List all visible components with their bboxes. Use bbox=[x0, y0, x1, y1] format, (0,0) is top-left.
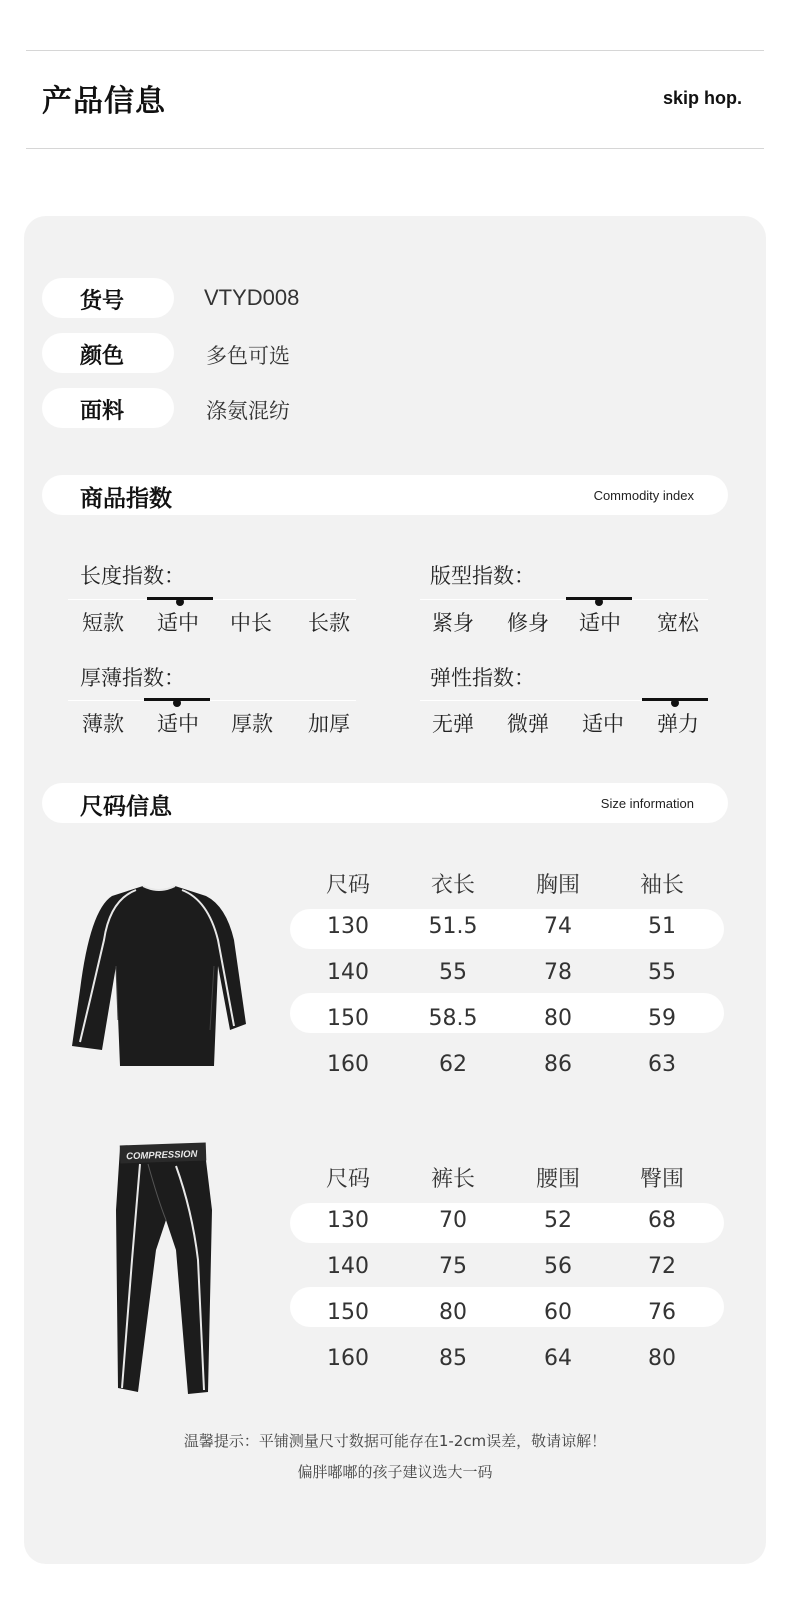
length-index-dot bbox=[176, 598, 184, 606]
field-value-sku: VTYD008 bbox=[204, 285, 300, 310]
size-info-subtitle: Size information bbox=[600, 796, 694, 811]
field-label-fabric: 面料 bbox=[80, 399, 125, 424]
length-option-long: 长款 bbox=[308, 611, 350, 635]
bottom-table-cell: 64 bbox=[544, 1346, 572, 1371]
bottom-table-cell: 85 bbox=[439, 1346, 467, 1371]
size-info-title: 尺码信息 bbox=[80, 794, 172, 820]
top-table-header: 胸围 bbox=[535, 873, 580, 898]
elasticity-option-slight: 微弹 bbox=[507, 712, 549, 736]
top-table-cell: 130 bbox=[327, 914, 369, 939]
elasticity-option-medium: 适中 bbox=[582, 712, 624, 736]
top-divider bbox=[26, 50, 764, 51]
waistband-text: COMPRESSION bbox=[125, 1148, 198, 1163]
top-table-cell: 150 bbox=[327, 1006, 369, 1031]
thickness-option-extra-thick: 加厚 bbox=[308, 712, 350, 736]
page-title: 产品信息 bbox=[42, 84, 166, 119]
length-index-title: 长度指数： bbox=[80, 564, 185, 588]
size-recommendation-note: 偏胖嘟嘟的孩子建议选大一码 bbox=[297, 1463, 493, 1481]
bottom-table-cell: 52 bbox=[544, 1208, 572, 1233]
elasticity-index-title: 弹性指数： bbox=[430, 666, 535, 690]
elasticity-option-stretch: 弹力 bbox=[657, 712, 699, 736]
bottom-table-header: 裤长 bbox=[430, 1167, 475, 1192]
top-table-cell: 63 bbox=[648, 1052, 676, 1077]
field-value-color: 多色可选 bbox=[206, 344, 290, 368]
thickness-index-title: 厚薄指数： bbox=[80, 666, 185, 690]
field-value-fabric: 涤氨混纺 bbox=[206, 399, 290, 423]
bottom-table-cell: 68 bbox=[648, 1208, 676, 1233]
bottom-table-cell: 70 bbox=[439, 1208, 467, 1233]
bottom-table-cell: 72 bbox=[648, 1254, 676, 1279]
bottom-table-cell: 160 bbox=[327, 1346, 369, 1371]
fit-index-title: 版型指数： bbox=[430, 564, 535, 588]
bottom-table-header: 腰围 bbox=[535, 1167, 580, 1192]
length-option-mid-long: 中长 bbox=[230, 611, 272, 635]
top-table-cell: 140 bbox=[327, 960, 369, 985]
size-info-header bbox=[42, 783, 728, 823]
fit-option-regular: 适中 bbox=[579, 611, 621, 635]
bottom-table-cell: 130 bbox=[327, 1208, 369, 1233]
bottom-table-cell: 75 bbox=[439, 1254, 467, 1279]
top-table-cell: 55 bbox=[439, 960, 467, 985]
bottom-table-cell: 56 bbox=[544, 1254, 572, 1279]
compression-pants-image bbox=[112, 1140, 212, 1396]
header-divider bbox=[26, 148, 764, 149]
fit-option-tight: 紧身 bbox=[432, 611, 474, 635]
field-pill-sku bbox=[42, 278, 174, 318]
top-table-cell: 55 bbox=[648, 960, 676, 985]
length-option-medium: 适中 bbox=[157, 611, 199, 635]
thickness-option-thick: 厚款 bbox=[231, 712, 273, 736]
top-table-cell: 58.5 bbox=[428, 1006, 478, 1031]
bottom-table-cell: 150 bbox=[327, 1300, 369, 1325]
fit-option-loose: 宽松 bbox=[657, 611, 699, 635]
top-table-header: 袖长 bbox=[639, 873, 684, 898]
field-pill-fabric bbox=[42, 388, 174, 428]
top-table-cell: 80 bbox=[544, 1006, 572, 1031]
length-option-short: 短款 bbox=[82, 611, 124, 635]
thickness-option-medium: 适中 bbox=[157, 712, 199, 736]
bottom-table-header: 尺码 bbox=[325, 1167, 370, 1192]
top-table-cell: 74 bbox=[544, 914, 572, 939]
field-label-color: 颜色 bbox=[80, 344, 125, 369]
top-table-cell: 51 bbox=[648, 914, 676, 939]
bottom-table-cell: 140 bbox=[327, 1254, 369, 1279]
bottom-table-cell: 76 bbox=[648, 1300, 676, 1325]
thickness-index-dot bbox=[173, 699, 181, 707]
bottom-table-cell: 80 bbox=[439, 1300, 467, 1325]
commodity-index-title: 商品指数 bbox=[80, 486, 172, 512]
thickness-index-track bbox=[68, 700, 356, 701]
field-pill-color bbox=[42, 333, 174, 373]
commodity-index-header bbox=[42, 475, 728, 515]
top-table-cell: 86 bbox=[544, 1052, 572, 1077]
top-table-cell: 160 bbox=[327, 1052, 369, 1077]
thickness-option-thin: 薄款 bbox=[82, 712, 124, 736]
bottom-table-cell: 80 bbox=[648, 1346, 676, 1371]
elasticity-index-dot bbox=[671, 699, 679, 707]
top-table-cell: 59 bbox=[648, 1006, 676, 1031]
top-table-cell: 51.5 bbox=[428, 914, 478, 939]
top-table-cell: 78 bbox=[544, 960, 572, 985]
top-table-header: 衣长 bbox=[430, 873, 475, 898]
bottom-table-header: 臀围 bbox=[639, 1167, 684, 1192]
top-table-cell: 62 bbox=[439, 1052, 467, 1077]
field-label-sku: 货号 bbox=[80, 289, 125, 314]
brand-logo: skip hop. bbox=[662, 88, 742, 108]
long-sleeve-top-image bbox=[68, 880, 250, 1070]
measurement-note: 温馨提示：平铺测量尺寸数据可能存在1-2cm误差，敬请谅解！ bbox=[183, 1432, 607, 1450]
top-table-header: 尺码 bbox=[325, 873, 370, 898]
info-panel bbox=[24, 216, 766, 1564]
elasticity-option-none: 无弹 bbox=[432, 712, 474, 736]
bottom-table-cell: 60 bbox=[544, 1300, 572, 1325]
fit-option-slim: 修身 bbox=[507, 611, 549, 635]
commodity-index-subtitle: Commodity index bbox=[593, 488, 694, 503]
fit-index-dot bbox=[595, 598, 603, 606]
fit-index-track bbox=[420, 599, 708, 600]
